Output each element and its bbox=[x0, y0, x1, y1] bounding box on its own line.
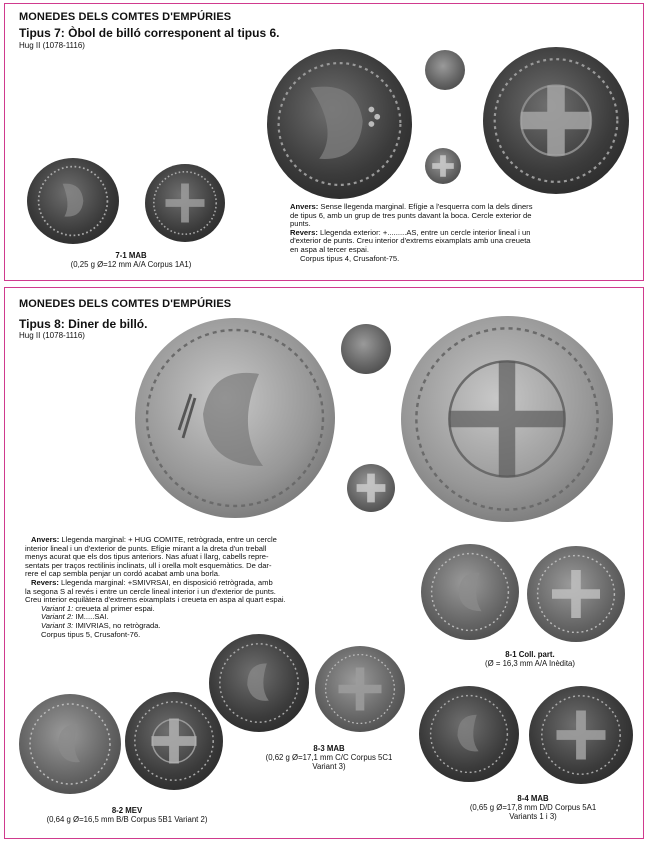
coin-detail: (0,64 g Ø=16,5 mm B/B Corpus 5B1 Variant 2) bbox=[46, 815, 208, 824]
type-8-panel bbox=[4, 287, 644, 839]
coin-8-reverse-enlarged-image bbox=[401, 316, 613, 522]
coin-detail: Variant 3) bbox=[312, 762, 346, 771]
coin-detail: (0,65 g Ø=17,8 mm D/D Corpus 5A1 bbox=[469, 803, 597, 812]
panel-header: MONEDES DELS COMTES D'EMPÚRIES bbox=[19, 11, 232, 23]
coin-8-2-caption bbox=[19, 806, 235, 824]
coin-7-1-reverse-small-image bbox=[425, 148, 461, 184]
coin-id: 8-2 MEV bbox=[111, 806, 143, 815]
anvers-line: punts. bbox=[290, 219, 311, 229]
coin-8-1-caption bbox=[445, 650, 615, 668]
coin-8-3-obverse-image bbox=[209, 634, 309, 732]
coin-8-2-reverse-image bbox=[125, 692, 223, 790]
anvers-line: Llegenda marginal: + HUG COMITE, retrògrada, entre un cercle bbox=[61, 535, 277, 544]
ruler-name: Hug II (1078-1116) bbox=[19, 41, 85, 50]
variant-label: Variant 3: bbox=[41, 620, 74, 630]
type-7-panel bbox=[4, 3, 644, 281]
revers-line: Llegenda exterior: +.........AS, entre un cercle interior lineal i un bbox=[320, 227, 531, 237]
coin-7-1-caption bbox=[51, 251, 211, 269]
anvers-line: menys acurat que els dos tipus anteriors. Nas afuat i llarg, cabells repre- bbox=[25, 552, 269, 562]
coin-7-1-obverse-image bbox=[27, 158, 119, 244]
corpus-reference: Corpus tipus 5, Crusafont-76. bbox=[41, 629, 141, 639]
coin-7-1-reverse-image bbox=[145, 164, 225, 242]
variant-label: Variant 2: bbox=[41, 612, 74, 622]
corpus-reference: Corpus tipus 4, Crusafont-75. bbox=[300, 253, 400, 263]
anvers-line: de tipus 6, amb un grup de tres punts davant la boca. Cercle exterior de bbox=[290, 210, 532, 220]
coin-8-1-reverse-image bbox=[527, 546, 625, 642]
coin-8-4-reverse-image bbox=[529, 686, 633, 784]
coin-8-3-reverse-image bbox=[315, 646, 405, 732]
coin-8-obverse-small-image bbox=[341, 324, 391, 374]
coin-8-1-obverse-image bbox=[421, 544, 519, 640]
coin-id: 7-1 MAB bbox=[115, 251, 147, 260]
type-8-description bbox=[25, 536, 286, 639]
anvers-label: Anvers: bbox=[31, 535, 60, 544]
coin-8-4-obverse-image bbox=[419, 686, 519, 782]
coin-8-4-caption bbox=[445, 794, 621, 821]
coin-8-3-caption bbox=[249, 744, 409, 771]
type-title: Tipus 7: Òbol de billó corresponent al tipus 6. bbox=[19, 26, 280, 40]
panel-header: MONEDES DELS COMTES D'EMPÚRIES bbox=[19, 298, 232, 310]
anvers-line: Sense llegenda marginal. Efígie a l'esquerra com la dels diners bbox=[320, 202, 533, 211]
coin-8-reverse-small-image bbox=[347, 464, 395, 512]
coin-8-2-obverse-image bbox=[19, 694, 121, 794]
type-7-description bbox=[290, 203, 533, 263]
anvers-line: rere el cap sembla penjar un cordó acabat amb una borla. bbox=[25, 569, 221, 579]
revers-line: Llegenda marginal: +SMIVRSAI, en disposició retrògrada, amb bbox=[61, 577, 273, 587]
coin-7-1-obverse-enlarged-image bbox=[267, 49, 412, 199]
coin-detail: (Ø = 16,3 mm A/A Inèdita) bbox=[485, 659, 575, 668]
coin-id: 8-3 MAB bbox=[313, 744, 345, 753]
coin-8-obverse-enlarged-image bbox=[135, 318, 335, 518]
ruler-name: Hug II (1078-1116) bbox=[19, 331, 85, 340]
variant-text: creueta al primer espai. bbox=[75, 603, 155, 613]
coin-7-1-obverse-small-image bbox=[425, 50, 465, 90]
revers-line: la segona S al revés i entre un cercle lineal interior i un d'exterior de punts. bbox=[25, 586, 276, 596]
coin-detail: (0,62 g Ø=17,1 mm C/C Corpus 5C1 bbox=[265, 753, 393, 762]
coin-id: 8-4 MAB bbox=[517, 794, 549, 803]
revers-line: d'exterior de punts. Creu interior d'extrems eixamplats amb una creueta bbox=[290, 236, 531, 246]
variant-label: Variant 1: bbox=[41, 603, 74, 613]
coin-id: 8-1 Coll. part. bbox=[505, 650, 555, 659]
variant-text: IM.....SAI. bbox=[75, 612, 109, 622]
anvers-label: Anvers: bbox=[290, 202, 319, 211]
revers-line: Creu interior equilàtera d'extrems eixamplats i creueta en aspa al quart espai. bbox=[25, 595, 286, 605]
revers-label: Revers: bbox=[31, 577, 59, 587]
coin-7-1-reverse-enlarged-image bbox=[483, 47, 629, 194]
revers-label: Revers: bbox=[290, 227, 318, 237]
coin-detail: (0,25 g Ø=12 mm A/A Corpus 1A1) bbox=[70, 260, 192, 269]
anvers-line: interior lineal i un d'exterior de punts. Efígie mirant a la dreta d'un treball bbox=[25, 543, 267, 553]
revers-line: en aspa al tercer espai. bbox=[290, 244, 369, 254]
anvers-line: sentats per traços rectilinis inclinats, ull i orella molt esquemàtics. De dar- bbox=[25, 560, 272, 570]
type-title: Tipus 8: Diner de billó. bbox=[19, 317, 148, 331]
coin-detail: Variants 1 i 3) bbox=[509, 812, 557, 821]
variant-text: IMIVRIAS, no retrògrada. bbox=[75, 620, 161, 630]
